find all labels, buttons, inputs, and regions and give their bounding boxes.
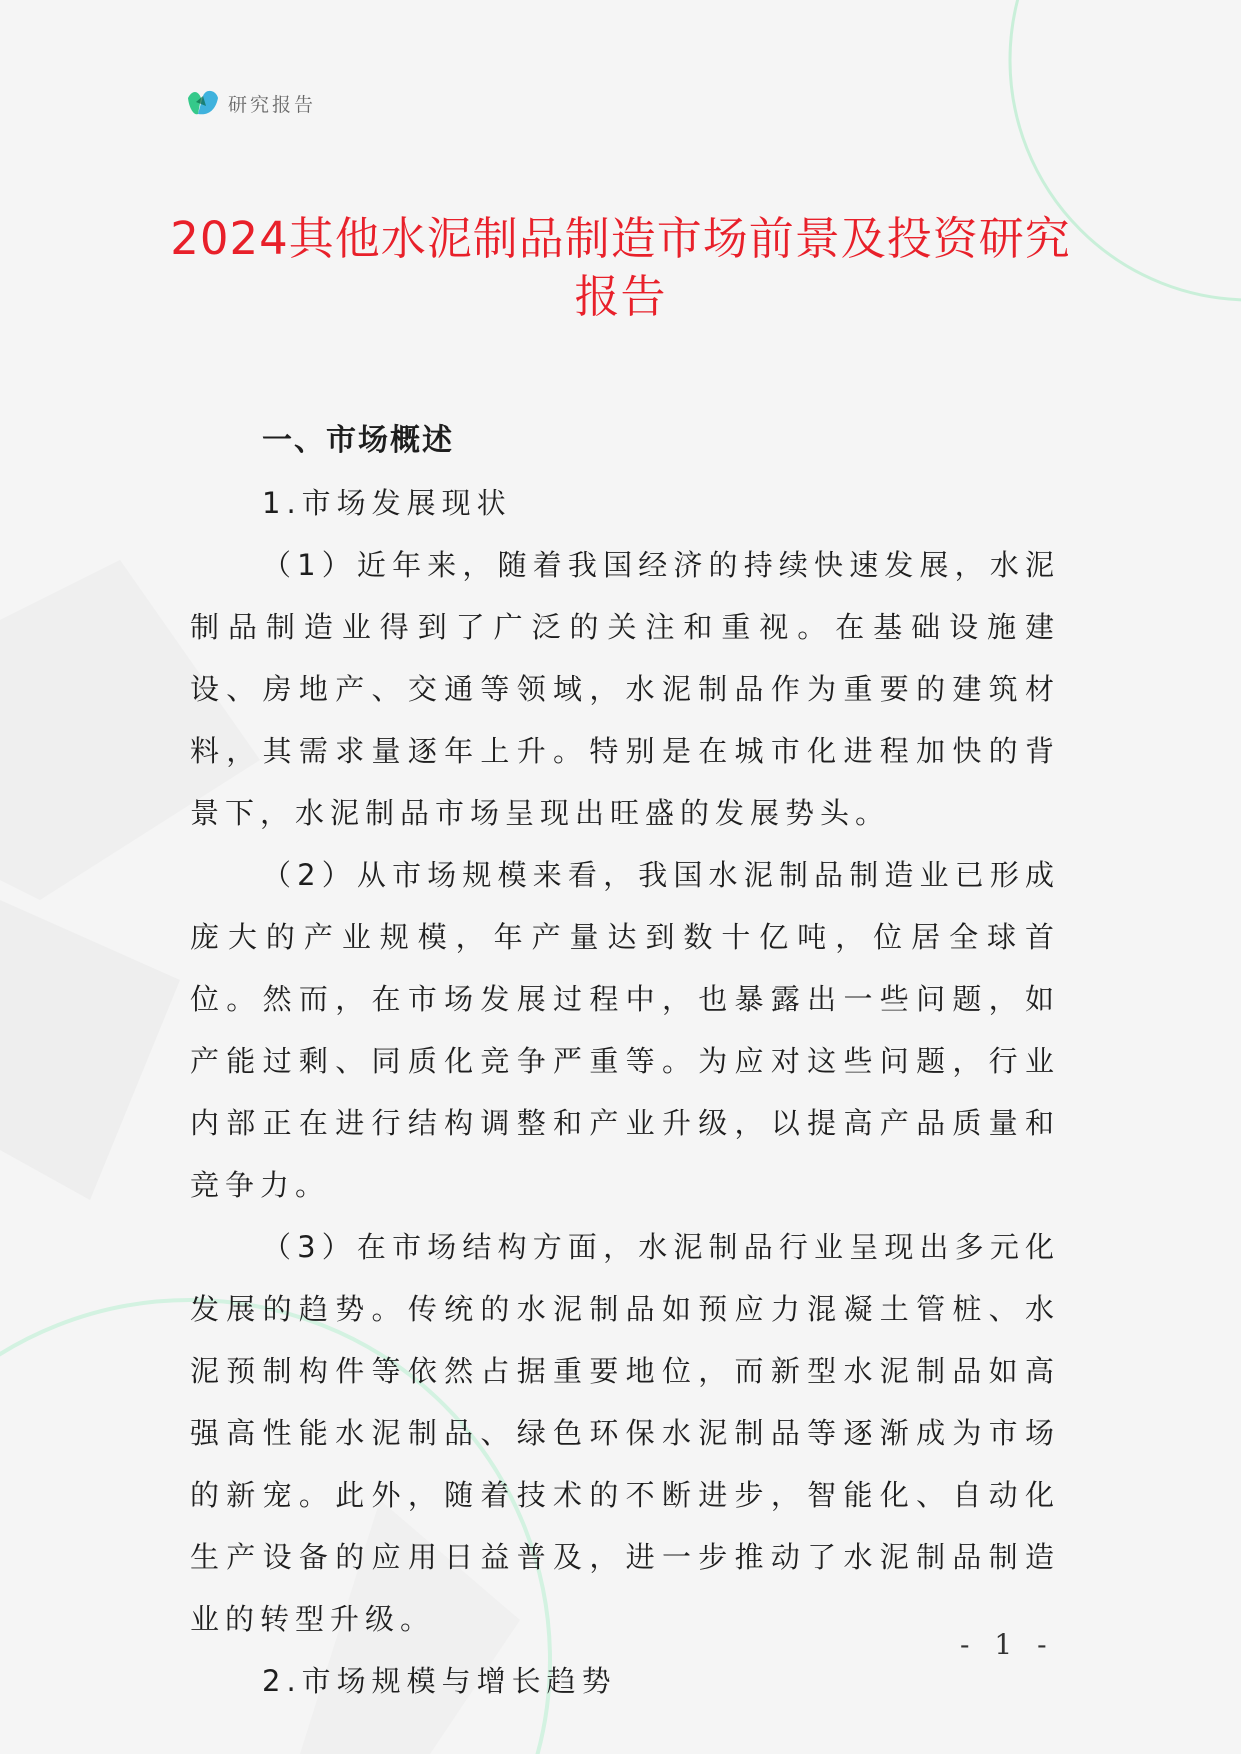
paragraph-1: （1）近年来，随着我国经济的持续快速发展，水泥制品制造业得到了广泛的关注和重视。在基础设施建设、房地产、交通等领域，水泥制品作为重要的建筑材料，其需求量逐年上升。特别是在城市化进程加快的背景下，水泥制品市场呈现出旺盛的发展势头。 [190, 548, 1060, 830]
section-heading: 一、市场概述 [262, 423, 454, 458]
report-logo-icon [186, 88, 220, 118]
paragraph-2: （2）从市场规模来看，我国水泥制品制造业已形成庞大的产业规模，年产量达到数十亿吨，位居全球首位。然而，在市场发展过程中，也暴露出一些问题，如产能过剩、同质化竞争严重等。为应对这些问题，行业内部正在进行结构调整和产业升级，以提高产品质量和竞争力。 [190, 858, 1060, 1202]
report-header [186, 88, 316, 118]
page-number: - 1 - [960, 1628, 1055, 1661]
document-body [190, 410, 1060, 1712]
paragraph-3: （3）在市场结构方面，水泥制品行业呈现出多元化发展的趋势。传统的水泥制品如预应力混凝土管桩、水泥预制构件等依然占据重要地位，而新型水泥制品如高强高性能水泥制品、绿色环保水泥制品等逐渐成为市场的新宠。此外，随着技术的不断进步，智能化、自动化生产设备的应用日益普及，进一步推动了水泥制品制造业的转型升级。 [190, 1230, 1060, 1636]
header-label: 研究报告 [228, 93, 317, 116]
subsection-heading-2: 2.市场规模与增长趋势 [262, 1664, 617, 1698]
document-title: 2024其他水泥制品制造市场前景及投资研究报告 [170, 212, 1071, 323]
subsection-heading: 1.市场发展现状 [262, 486, 512, 520]
